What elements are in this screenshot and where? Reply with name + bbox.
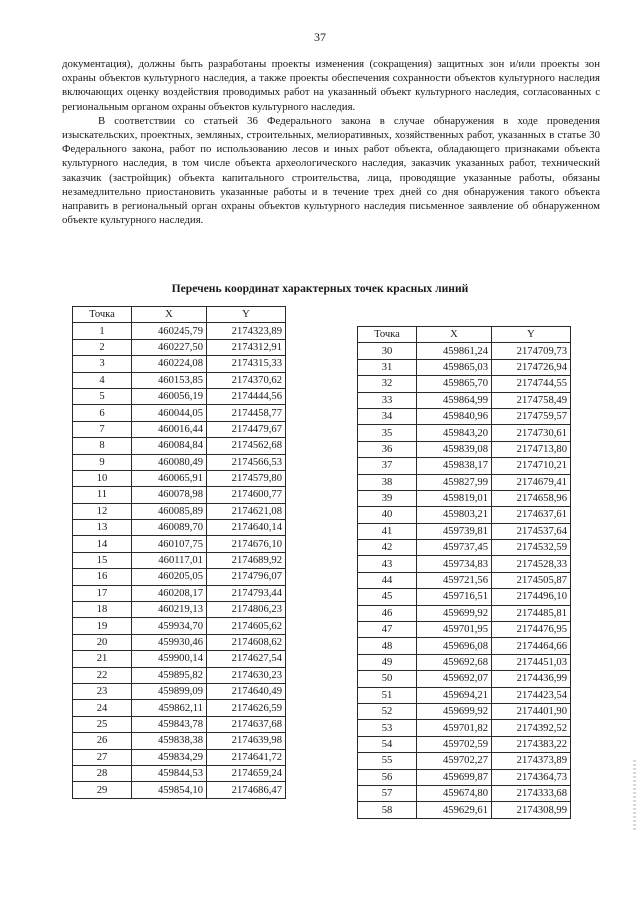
cell-point: 2 — [73, 339, 132, 355]
cell-point: 26 — [73, 733, 132, 749]
cell-y: 2174528,33 — [492, 556, 571, 572]
cell-point: 32 — [358, 376, 417, 392]
page-number: 37 — [314, 30, 326, 44]
cell-y: 2174496,10 — [492, 589, 571, 605]
cell-y: 2174323,89 — [207, 323, 286, 339]
cell-point: 48 — [358, 638, 417, 654]
table-row — [358, 589, 571, 605]
cell-x: 459694,21 — [417, 687, 492, 703]
cell-x: 459702,27 — [417, 753, 492, 769]
cell-y: 2174744,55 — [492, 376, 571, 392]
table-row — [73, 683, 286, 699]
cell-y: 2174485,81 — [492, 605, 571, 621]
cell-x: 459716,51 — [417, 589, 492, 605]
cell-point: 41 — [358, 523, 417, 539]
cell-y: 2174383,22 — [492, 736, 571, 752]
table-row — [358, 720, 571, 736]
table-row — [358, 359, 571, 375]
cell-y: 2174315,33 — [207, 356, 286, 372]
cell-y: 2174689,92 — [207, 552, 286, 568]
table-header-row — [73, 307, 286, 323]
cell-x: 459895,82 — [132, 667, 207, 683]
cell-x: 460227,50 — [132, 339, 207, 355]
cell-y: 2174532,59 — [492, 540, 571, 556]
table-row — [73, 749, 286, 765]
cell-point: 57 — [358, 785, 417, 801]
coordinates-table-right — [357, 326, 571, 819]
table-row — [358, 343, 571, 359]
table-row — [73, 667, 286, 683]
table-header-row — [358, 327, 571, 343]
cell-x: 460044,05 — [132, 405, 207, 421]
body-text — [62, 57, 600, 227]
cell-point: 55 — [358, 753, 417, 769]
paragraph-continuation: документация), должны быть разработаны проекты изменения (сокращения) защитных зон и/или проекты зон охраны объектов культурного наследия, а также проекты обеспечения сохранности объектов культурного наследия включающих оценку воздействия проводимых работ на указанный объект культурного наследия, согласованных с региональным органом охраны объектов культурного наследия. — [62, 58, 600, 113]
cell-point: 36 — [358, 441, 417, 457]
cell-x: 460080,49 — [132, 454, 207, 470]
table-row — [73, 569, 286, 585]
cell-point: 4 — [73, 372, 132, 388]
cell-y: 2174505,87 — [492, 572, 571, 588]
cell-point: 45 — [358, 589, 417, 605]
cell-y: 2174458,77 — [207, 405, 286, 421]
cell-y: 2174392,52 — [492, 720, 571, 736]
cell-x: 460205,05 — [132, 569, 207, 585]
cell-x: 460085,89 — [132, 503, 207, 519]
cell-x: 459692,07 — [417, 671, 492, 687]
table-row — [358, 376, 571, 392]
cell-x: 459739,81 — [417, 523, 492, 539]
table-row — [73, 585, 286, 601]
cell-x: 459838,38 — [132, 733, 207, 749]
cell-x: 459865,03 — [417, 359, 492, 375]
cell-x: 459819,01 — [417, 490, 492, 506]
cell-x: 460117,01 — [132, 552, 207, 568]
cell-y: 2174479,67 — [207, 421, 286, 437]
cell-point: 56 — [358, 769, 417, 785]
cell-point: 16 — [73, 569, 132, 585]
cell-y: 2174658,96 — [492, 490, 571, 506]
cell-y: 2174451,03 — [492, 654, 571, 670]
cell-point: 28 — [73, 765, 132, 781]
cell-point: 23 — [73, 683, 132, 699]
cell-point: 51 — [358, 687, 417, 703]
cell-x: 460084,84 — [132, 438, 207, 454]
cell-x: 459861,24 — [417, 343, 492, 359]
table-row — [73, 438, 286, 454]
cell-point: 22 — [73, 667, 132, 683]
cell-point: 30 — [358, 343, 417, 359]
cell-point: 13 — [73, 520, 132, 536]
table-row — [358, 703, 571, 719]
cell-point: 11 — [73, 487, 132, 503]
cell-point: 3 — [73, 356, 132, 372]
table-row — [73, 372, 286, 388]
cell-x: 459674,80 — [417, 785, 492, 801]
cell-x: 459701,82 — [417, 720, 492, 736]
cell-y: 2174793,44 — [207, 585, 286, 601]
table-row — [358, 802, 571, 818]
cell-y: 2174686,47 — [207, 782, 286, 798]
cell-point: 6 — [73, 405, 132, 421]
table-row — [358, 441, 571, 457]
table-row — [358, 671, 571, 687]
table-row — [73, 487, 286, 503]
cell-y: 2174726,94 — [492, 359, 571, 375]
table-row — [73, 651, 286, 667]
cell-point: 5 — [73, 388, 132, 404]
table-row — [73, 339, 286, 355]
cell-point: 47 — [358, 622, 417, 638]
cell-point: 8 — [73, 438, 132, 454]
header-x: X — [417, 327, 492, 343]
cell-y: 2174659,24 — [207, 765, 286, 781]
table-row — [358, 458, 571, 474]
paragraph-article-36: В соответствии со статьей 36 Федерального закона в случае обнаружения в ходе проведения изыскательских, проектных, земляных, строительных, мелиоративных, хозяйственных работ, указанных в статье 30 Федерального закона, работ по использованию лесов и иных работ объекта, обладающего признаками объекта культурного наследия, в том числе объекта археологического наследия, заказчик указанных работ, технический заказчик (застройщик) объекта капитального строительства, лица, проводящие указанные работы, обязаны незамедлительно приостановить указанные работы и в течение трех дней со дня обнаружения такого объекта направить в региональный орган охраны объектов культурного наследия письменное заявление об обнаруженном объекте культурного наследия. — [62, 114, 600, 227]
cell-x: 459699,92 — [417, 605, 492, 621]
cell-point: 38 — [358, 474, 417, 490]
table-row — [73, 323, 286, 339]
header-y: Y — [207, 307, 286, 323]
table-row — [358, 785, 571, 801]
cell-y: 2174373,89 — [492, 753, 571, 769]
cell-point: 21 — [73, 651, 132, 667]
cell-x: 460089,70 — [132, 520, 207, 536]
cell-x: 459803,21 — [417, 507, 492, 523]
table-body-right — [358, 343, 571, 818]
table-row — [358, 622, 571, 638]
cell-y: 2174566,53 — [207, 454, 286, 470]
table-row — [358, 392, 571, 408]
table-row — [358, 507, 571, 523]
cell-point: 42 — [358, 540, 417, 556]
cell-y: 2174333,68 — [492, 785, 571, 801]
cell-point: 19 — [73, 618, 132, 634]
header-point: Точка — [358, 327, 417, 343]
cell-x: 459843,20 — [417, 425, 492, 441]
cell-y: 2174537,64 — [492, 523, 571, 539]
cell-x: 459864,99 — [417, 392, 492, 408]
cell-y: 2174621,08 — [207, 503, 286, 519]
table-row — [73, 765, 286, 781]
header-y: Y — [492, 327, 571, 343]
cell-y: 2174637,68 — [207, 716, 286, 732]
cell-x: 460224,08 — [132, 356, 207, 372]
cell-point: 18 — [73, 602, 132, 618]
table-row — [73, 552, 286, 568]
table-row — [73, 782, 286, 798]
table-row — [358, 523, 571, 539]
cell-point: 20 — [73, 634, 132, 650]
cell-y: 2174562,68 — [207, 438, 286, 454]
cell-x: 459854,10 — [132, 782, 207, 798]
cell-point: 40 — [358, 507, 417, 523]
table-row — [73, 520, 286, 536]
cell-y: 2174464,66 — [492, 638, 571, 654]
cell-y: 2174640,14 — [207, 520, 286, 536]
cell-x: 459899,09 — [132, 683, 207, 699]
table-row — [73, 454, 286, 470]
cell-x: 459702,59 — [417, 736, 492, 752]
cell-x: 459934,70 — [132, 618, 207, 634]
cell-y: 2174401,90 — [492, 703, 571, 719]
table-row — [73, 634, 286, 650]
cell-x: 459699,87 — [417, 769, 492, 785]
cell-y: 2174600,77 — [207, 487, 286, 503]
table-row — [73, 602, 286, 618]
cell-x: 460107,75 — [132, 536, 207, 552]
cell-x: 459721,56 — [417, 572, 492, 588]
cell-point: 1 — [73, 323, 132, 339]
cell-point: 10 — [73, 470, 132, 486]
table-row — [358, 572, 571, 588]
cell-point: 54 — [358, 736, 417, 752]
cell-point: 53 — [358, 720, 417, 736]
table-row — [73, 700, 286, 716]
cell-y: 2174608,62 — [207, 634, 286, 650]
cell-point: 39 — [358, 490, 417, 506]
cell-y: 2174709,73 — [492, 343, 571, 359]
table-row — [358, 654, 571, 670]
cell-point: 33 — [358, 392, 417, 408]
cell-point: 14 — [73, 536, 132, 552]
cell-y: 2174713,80 — [492, 441, 571, 457]
coordinates-table-left — [72, 306, 286, 799]
table-row — [73, 388, 286, 404]
cell-point: 25 — [73, 716, 132, 732]
table-row — [73, 618, 286, 634]
cell-y: 2174640,49 — [207, 683, 286, 699]
cell-point: 34 — [358, 408, 417, 424]
cell-x: 460208,17 — [132, 585, 207, 601]
cell-y: 2174423,54 — [492, 687, 571, 703]
cell-y: 2174806,23 — [207, 602, 286, 618]
cell-x: 459827,99 — [417, 474, 492, 490]
cell-x: 459699,92 — [417, 703, 492, 719]
cell-y: 2174312,91 — [207, 339, 286, 355]
cell-x: 460219,13 — [132, 602, 207, 618]
table-row — [73, 503, 286, 519]
table-row — [358, 490, 571, 506]
cell-x: 459734,83 — [417, 556, 492, 572]
cell-point: 37 — [358, 458, 417, 474]
cell-point: 15 — [73, 552, 132, 568]
cell-x: 459838,17 — [417, 458, 492, 474]
table-title: Перечень координат характерных точек красных линий — [171, 282, 469, 295]
table-row — [358, 736, 571, 752]
cell-x: 459843,78 — [132, 716, 207, 732]
cell-y: 2174630,23 — [207, 667, 286, 683]
cell-y: 2174364,73 — [492, 769, 571, 785]
cell-x: 459930,46 — [132, 634, 207, 650]
table-row — [358, 425, 571, 441]
cell-y: 2174796,07 — [207, 569, 286, 585]
cell-y: 2174758,49 — [492, 392, 571, 408]
cell-x: 459696,08 — [417, 638, 492, 654]
cell-x: 459844,53 — [132, 765, 207, 781]
cell-point: 58 — [358, 802, 417, 818]
cell-y: 2174639,98 — [207, 733, 286, 749]
margin-scan-mark — [633, 760, 636, 830]
cell-point: 52 — [358, 703, 417, 719]
cell-y: 2174444,56 — [207, 388, 286, 404]
cell-x: 460153,85 — [132, 372, 207, 388]
table-row — [73, 733, 286, 749]
cell-y: 2174730,61 — [492, 425, 571, 441]
cell-y: 2174605,62 — [207, 618, 286, 634]
cell-point: 50 — [358, 671, 417, 687]
cell-point: 7 — [73, 421, 132, 437]
table-row — [358, 769, 571, 785]
cell-point: 49 — [358, 654, 417, 670]
cell-y: 2174710,21 — [492, 458, 571, 474]
cell-y: 2174436,99 — [492, 671, 571, 687]
table-row — [358, 408, 571, 424]
table-row — [73, 536, 286, 552]
cell-point: 46 — [358, 605, 417, 621]
table-row — [73, 470, 286, 486]
cell-point: 17 — [73, 585, 132, 601]
cell-point: 44 — [358, 572, 417, 588]
cell-y: 2174627,54 — [207, 651, 286, 667]
cell-y: 2174637,61 — [492, 507, 571, 523]
cell-y: 2174676,10 — [207, 536, 286, 552]
table-row — [358, 605, 571, 621]
cell-x: 459840,96 — [417, 408, 492, 424]
cell-point: 24 — [73, 700, 132, 716]
cell-y: 2174308,99 — [492, 802, 571, 818]
cell-x: 459834,29 — [132, 749, 207, 765]
cell-point: 43 — [358, 556, 417, 572]
cell-y: 2174759,57 — [492, 408, 571, 424]
table-row — [358, 687, 571, 703]
cell-x: 459865,70 — [417, 376, 492, 392]
cell-y: 2174579,80 — [207, 470, 286, 486]
table-row — [73, 356, 286, 372]
cell-point: 9 — [73, 454, 132, 470]
table-row — [358, 556, 571, 572]
cell-point: 29 — [73, 782, 132, 798]
cell-x: 460065,91 — [132, 470, 207, 486]
header-point: Точка — [73, 307, 132, 323]
header-x: X — [132, 307, 207, 323]
cell-x: 459900,14 — [132, 651, 207, 667]
cell-x: 459737,45 — [417, 540, 492, 556]
cell-point: 35 — [358, 425, 417, 441]
table-row — [358, 540, 571, 556]
cell-x: 459629,61 — [417, 802, 492, 818]
cell-x: 460078,98 — [132, 487, 207, 503]
table-row — [73, 405, 286, 421]
cell-y: 2174626,59 — [207, 700, 286, 716]
table-row — [73, 716, 286, 732]
cell-point: 27 — [73, 749, 132, 765]
table-row — [73, 421, 286, 437]
table-row — [358, 474, 571, 490]
cell-y: 2174679,41 — [492, 474, 571, 490]
cell-x: 460245,79 — [132, 323, 207, 339]
cell-x: 459692,68 — [417, 654, 492, 670]
cell-x: 459862,11 — [132, 700, 207, 716]
cell-point: 31 — [358, 359, 417, 375]
cell-y: 2174476,95 — [492, 622, 571, 638]
cell-y: 2174370,62 — [207, 372, 286, 388]
table-row — [358, 638, 571, 654]
table-row — [358, 753, 571, 769]
cell-y: 2174641,72 — [207, 749, 286, 765]
cell-point: 12 — [73, 503, 132, 519]
cell-x: 459839,08 — [417, 441, 492, 457]
cell-x: 460056,19 — [132, 388, 207, 404]
table-body-left — [73, 323, 286, 798]
cell-x: 459701,95 — [417, 622, 492, 638]
cell-x: 460016,44 — [132, 421, 207, 437]
